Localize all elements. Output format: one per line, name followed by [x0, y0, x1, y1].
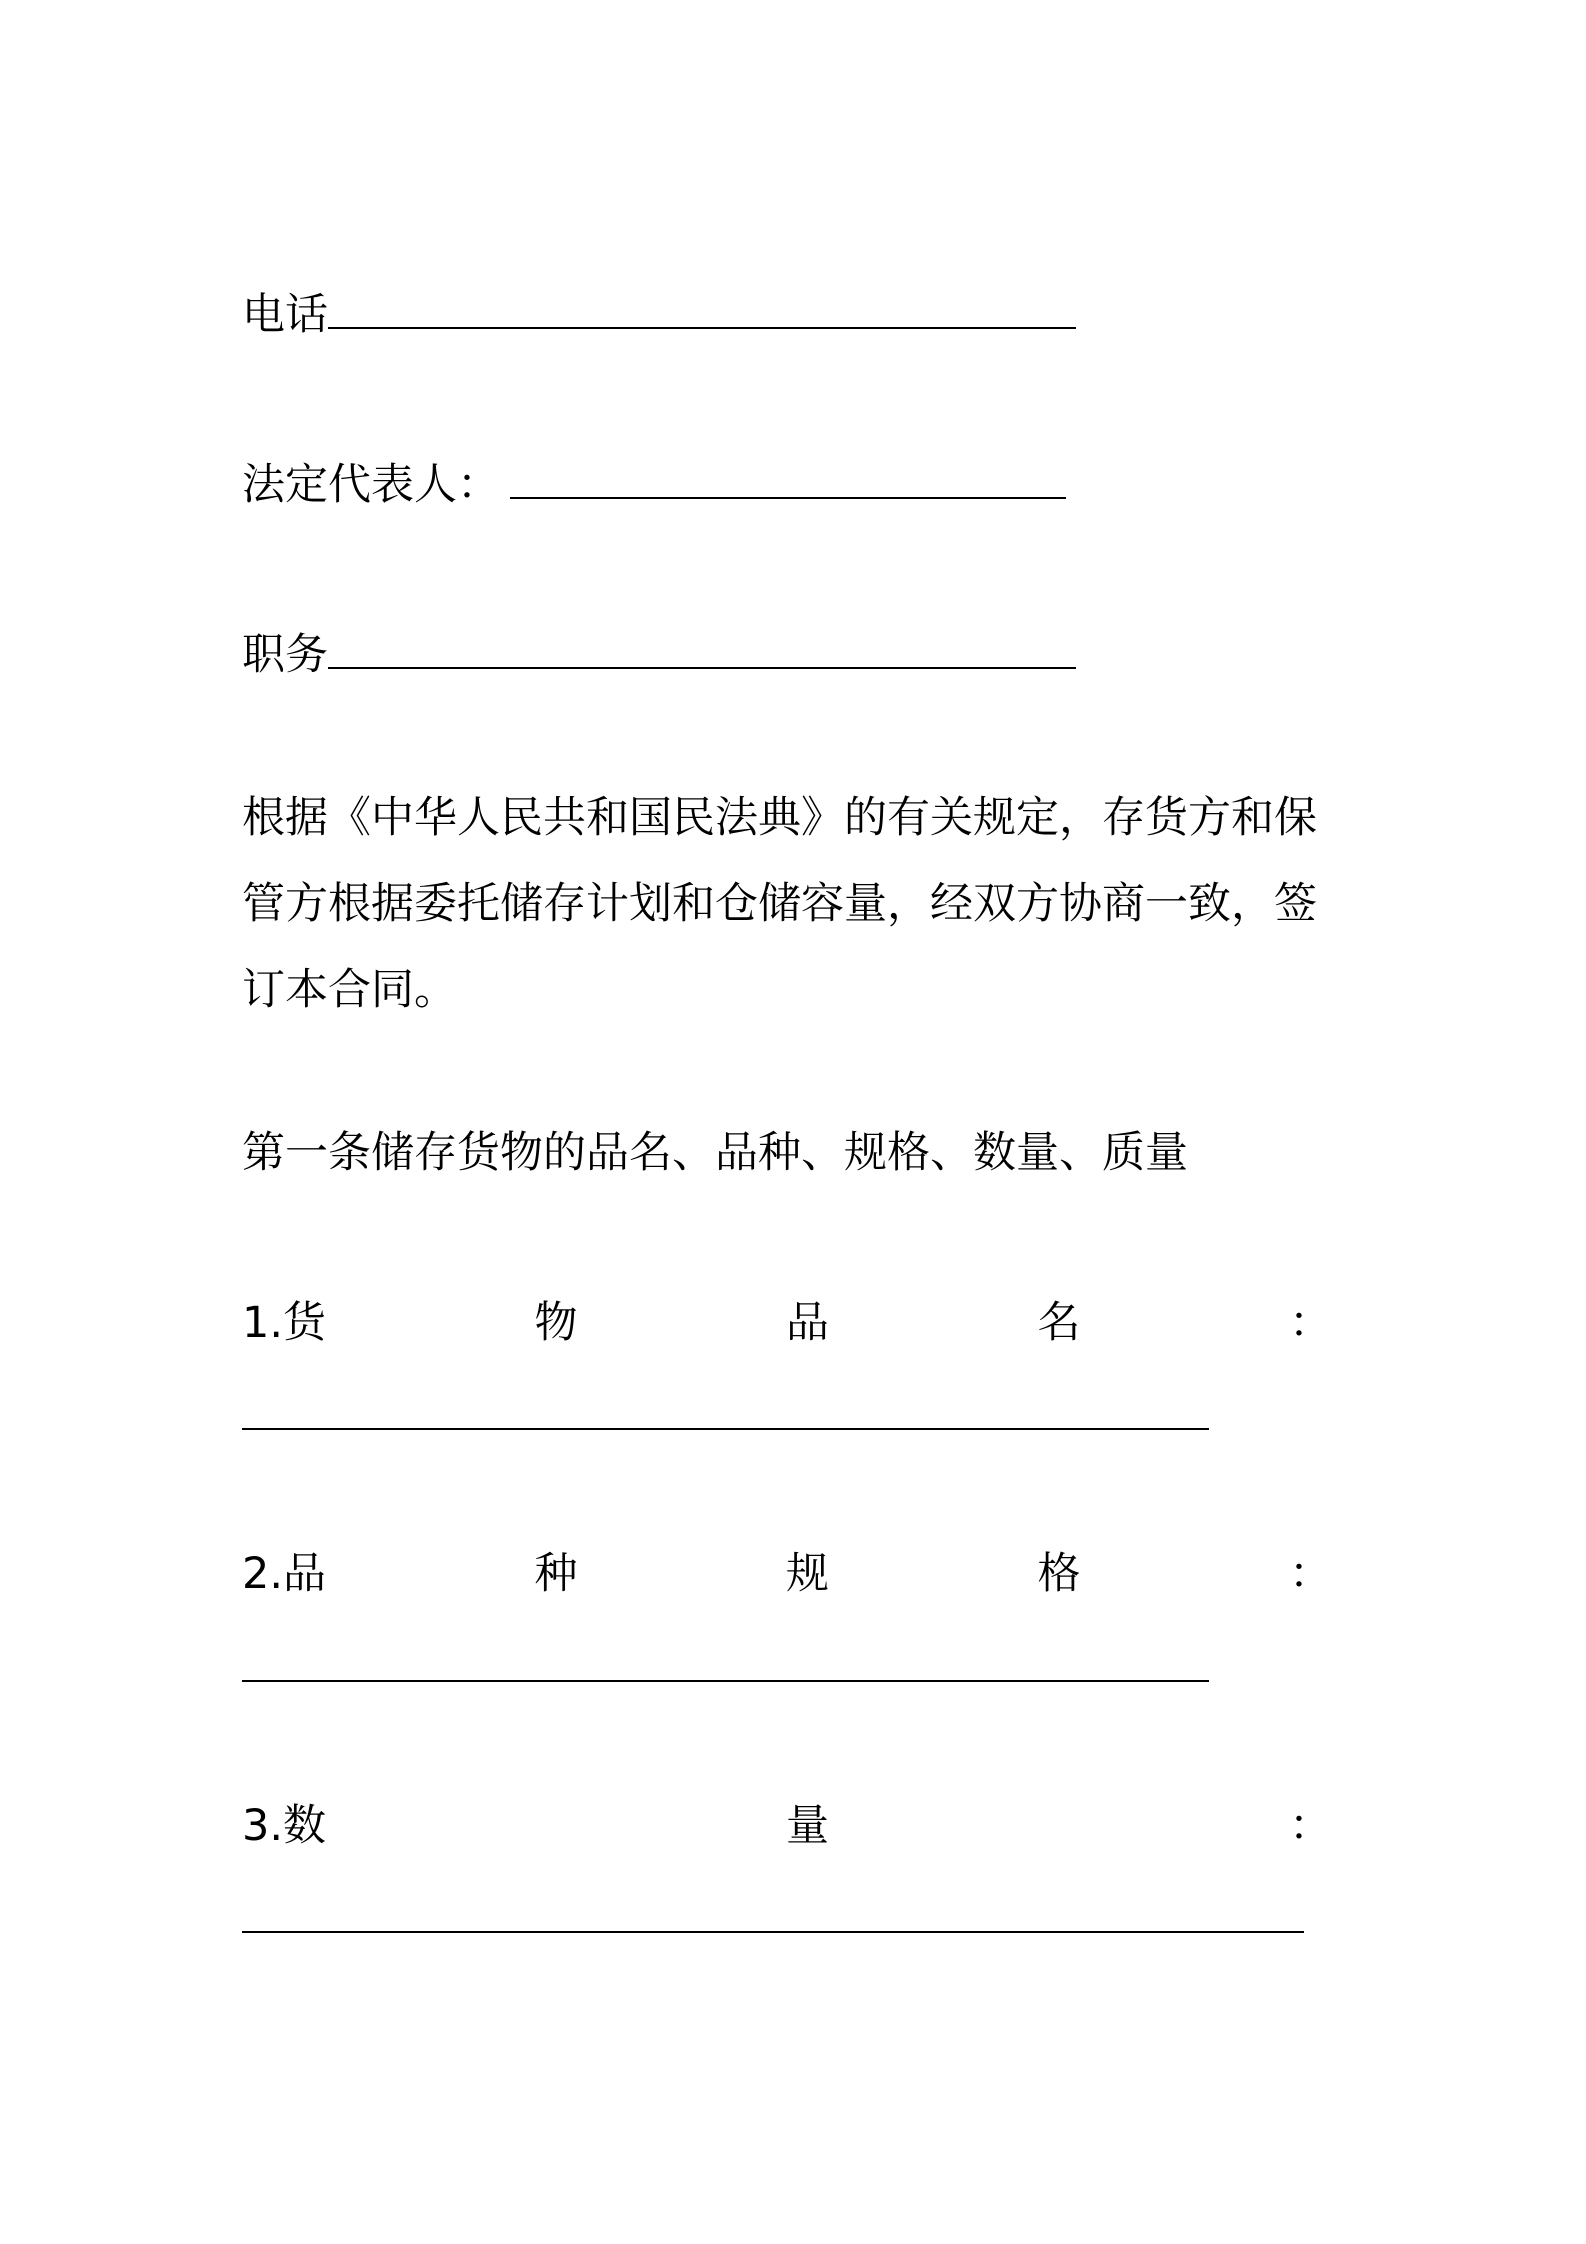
item1-char: 物	[534, 1298, 578, 1348]
item2-char: 规	[786, 1549, 829, 1599]
phone-label: 电话	[242, 290, 328, 340]
item3-char: 量	[786, 1801, 830, 1851]
legal-rep-label: 法定代表人：	[242, 460, 500, 510]
article1-title: 第一条储存货物的品名、品种、规格、数量、质量	[242, 1128, 1188, 1178]
item3-char: 3.数	[242, 1801, 327, 1851]
item3-blank[interactable]	[242, 1931, 1304, 1933]
item2-blank[interactable]	[242, 1680, 1209, 1682]
legal-rep-field	[242, 442, 1066, 528]
item1-blank[interactable]	[242, 1428, 1209, 1430]
item2-char: 2.品	[242, 1549, 327, 1599]
phone-blank[interactable]	[328, 326, 1076, 329]
item2-char: 格	[1037, 1549, 1081, 1599]
position-field	[242, 612, 1076, 698]
intro-paragraph: 根据《中华人民共和国民法典》的有关规定，存货方和保管方根据委托储存计划和仓储容量，经双方协商一致，签订本合同。	[242, 793, 1317, 1015]
item1-char: ：	[1288, 1298, 1332, 1348]
position-blank[interactable]	[328, 666, 1076, 669]
item2-line	[242, 1531, 1332, 1617]
item2-char: ：	[1288, 1549, 1332, 1599]
item1-line	[242, 1280, 1332, 1366]
item1-char: 1.货	[242, 1298, 327, 1348]
item1-char: 品	[786, 1298, 829, 1348]
item3-line	[242, 1783, 1332, 1869]
position-label: 职务	[242, 630, 328, 680]
item1-char: 名	[1037, 1298, 1081, 1348]
item2-char: 种	[534, 1549, 578, 1599]
item3-char: ：	[1289, 1801, 1332, 1851]
legal-rep-blank[interactable]	[510, 496, 1066, 499]
phone-field	[242, 272, 1076, 358]
